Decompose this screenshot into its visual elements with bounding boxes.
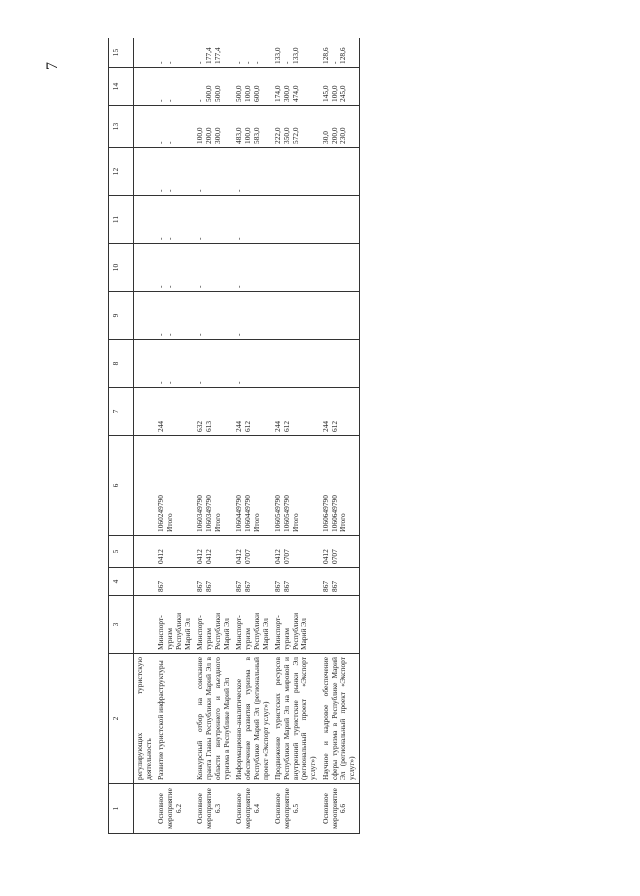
cell-c2: Научное и кадровое обеспечение сферы туризма в Республике Марий Эл (региональный проект «Экспорт услуг») — [320, 654, 359, 784]
cell-c11 — [272, 196, 320, 244]
column-number-2: 2 — [109, 654, 134, 784]
cell-c8 — [194, 340, 233, 388]
cell-c14 — [272, 68, 320, 106]
cell-c1: Основное мероприятие 6.2 — [155, 784, 194, 834]
cell-value: 867 — [234, 580, 244, 592]
cell-value: 1060349790 — [195, 495, 205, 532]
cell-value: - — [234, 237, 244, 240]
cell-value: 483,0 — [234, 127, 244, 144]
cell-c4 — [194, 568, 233, 596]
cell-c13 — [272, 106, 320, 148]
cell-value: - — [195, 99, 205, 102]
cell-c6 — [233, 436, 272, 536]
cell-value: 100,0 — [195, 127, 205, 144]
cell-value: - — [195, 189, 205, 192]
cell-value: 200,0 — [329, 127, 339, 144]
cell-value: - — [234, 189, 244, 192]
cell-c15 — [272, 38, 320, 68]
cell-value: 0412 — [234, 549, 244, 564]
cell-c8 — [155, 340, 194, 388]
cell-value: - — [165, 141, 175, 144]
table-row — [194, 38, 233, 834]
cell-c5 — [194, 536, 233, 568]
cell-c2: Продвижение туристских ресурсов Республики Марий Эл на мировой и внутренний туристские рынки Эл (региональный проект «Экспорт услуг») — [272, 654, 320, 784]
cell-value: - — [282, 61, 292, 64]
cell-value: 128,6 — [320, 47, 330, 64]
cell-value: 612 — [329, 420, 339, 432]
table-row — [233, 38, 272, 834]
cell-c2: Развитие туристской инфраструктуры — [155, 654, 194, 784]
cell-value: 1060449790 — [234, 495, 244, 532]
cell-c1: Основное мероприятие 6.5 — [272, 784, 320, 834]
cell-c3: Минспорт-туризм Республики Марий Эл — [155, 596, 194, 654]
cell-value: 474,0 — [290, 85, 300, 102]
rotated-sheet — [108, 38, 596, 834]
cell-c9 — [272, 292, 320, 340]
cell-c10 — [155, 244, 194, 292]
cell-c11 — [155, 196, 194, 244]
cell-value: 1060249790 — [156, 495, 166, 532]
cell-value: 128,6 — [338, 47, 348, 64]
cell-c12 — [194, 148, 233, 196]
cell-value: 177,4 — [204, 47, 214, 64]
cell-value: 100,0 — [329, 85, 339, 102]
cell-value: - — [195, 285, 205, 288]
cell-value: 244 — [320, 420, 330, 432]
cell-value: - — [234, 333, 244, 336]
column-number-14: 14 — [109, 68, 134, 106]
column-number-15: 15 — [109, 38, 134, 68]
cell-value: 222,0 — [273, 127, 283, 144]
cell-value: 0412 — [156, 549, 166, 564]
cell-c3: Минспорт-туризм Республики Марий Эл — [194, 596, 233, 654]
cell-value: 100,0 — [243, 85, 253, 102]
cell-c12 — [233, 148, 272, 196]
column-number-7: 7 — [109, 388, 134, 436]
column-number-6: 6 — [109, 436, 134, 536]
cell-value: 632 — [195, 420, 205, 432]
cell-value: 133,0 — [273, 47, 283, 64]
cell-c7 — [320, 388, 359, 436]
cell-value: 300,0 — [212, 127, 222, 144]
cell-c8 — [272, 340, 320, 388]
cell-value: 867 — [320, 580, 330, 592]
cell-value: - — [156, 381, 166, 384]
cell-c9 — [155, 292, 194, 340]
cell-c2: Информационно-аналитическое обеспечение развития туризма в Республике Марий Эл (региональный проект «Экспорт услуг») — [233, 654, 272, 784]
column-number-1: 1 — [109, 784, 134, 834]
page-number: 7 — [44, 62, 61, 70]
table-row — [272, 38, 320, 834]
column-number-12: 12 — [109, 148, 134, 196]
cell-c14 — [320, 68, 359, 106]
column-number-4: 4 — [109, 568, 134, 596]
cell-value: 500,0 — [234, 85, 244, 102]
cell-value: 0412 — [273, 549, 283, 564]
cell-c10 — [320, 244, 359, 292]
cell-c6 — [155, 436, 194, 536]
cell-value: Итого — [165, 513, 175, 532]
cell-c5 — [272, 536, 320, 568]
cell-c3: Минспорт-туризм Республики Марий Эл — [272, 596, 320, 654]
cell-value: 1060649790 — [320, 495, 330, 532]
cell-value: 583,0 — [251, 127, 261, 144]
column-number-9: 9 — [109, 292, 134, 340]
cell-value: 0412 — [320, 549, 330, 564]
column-number-11: 11 — [109, 196, 134, 244]
column-number-3: 3 — [109, 596, 134, 654]
cell-c2: Конкурсный отбор на соискание гранта Главы Республики Марий Эл в области внутреннего и въездного туризма в Республике Марий Эл — [194, 654, 233, 784]
cell-c8 — [320, 340, 359, 388]
cell-value: 1060549790 — [273, 495, 283, 532]
cell-value: 612 — [243, 420, 253, 432]
cell-value: 613 — [204, 420, 214, 432]
cell-value: - — [156, 189, 166, 192]
cell-value: 1060549790 — [282, 495, 292, 532]
cell-value: 867 — [273, 580, 283, 592]
cell-value: 867 — [195, 580, 205, 592]
cell-value: 200,0 — [204, 127, 214, 144]
cell-value: - — [165, 237, 175, 240]
cell-value: 600,0 — [251, 85, 261, 102]
column-number-5: 5 — [109, 536, 134, 568]
cell-value: 0707 — [243, 549, 253, 564]
cell-c1: Основное мероприятие 6.3 — [194, 784, 233, 834]
rotated-table-container — [108, 38, 596, 834]
cell-value: - — [165, 333, 175, 336]
table-header — [109, 38, 134, 834]
cell-c10 — [194, 244, 233, 292]
budget-table — [108, 38, 360, 834]
cell-value: - — [165, 61, 175, 64]
cell-value: - — [234, 381, 244, 384]
cell-value: 1060349790 — [204, 495, 214, 532]
cell-c4 — [233, 568, 272, 596]
cell-c9 — [320, 292, 359, 340]
cell-c6 — [194, 436, 233, 536]
cell-c4 — [272, 568, 320, 596]
cell-value: - — [165, 99, 175, 102]
cell-c7 — [194, 388, 233, 436]
cell-value: - — [234, 285, 244, 288]
table-row — [155, 38, 194, 834]
cell-value: 1060649790 — [329, 495, 339, 532]
cell-value: - — [195, 237, 205, 240]
cell-c12 — [155, 148, 194, 196]
cell-value: - — [243, 61, 253, 64]
cell-value: - — [234, 61, 244, 64]
cell-value: 244 — [156, 420, 166, 432]
column-number-10: 10 — [109, 244, 134, 292]
cell-c6 — [272, 436, 320, 536]
cell-value: 300,0 — [282, 85, 292, 102]
cell-c3 — [320, 596, 359, 654]
cell-c7 — [155, 388, 194, 436]
cell-c12 — [320, 148, 359, 196]
cell-value: 350,0 — [282, 127, 292, 144]
cell-value: 0707 — [329, 549, 339, 564]
cell-value: Итого — [290, 513, 300, 532]
cell-value: 867 — [329, 580, 339, 592]
cell-c11 — [233, 196, 272, 244]
cell-value: 30,0 — [320, 131, 330, 144]
cell-c10 — [272, 244, 320, 292]
cell-value: - — [195, 61, 205, 64]
cell-c15 — [233, 38, 272, 68]
continuation-row — [134, 38, 156, 834]
cell-value: 244 — [273, 420, 283, 432]
cell-value: 867 — [156, 580, 166, 592]
cell-value: - — [156, 285, 166, 288]
cell-c14 — [233, 68, 272, 106]
cell-c6 — [320, 436, 359, 536]
cell-value: - — [156, 61, 166, 64]
cell-c15 — [194, 38, 233, 68]
cell-value: - — [165, 285, 175, 288]
cell-value: 1060449790 — [243, 495, 253, 532]
cell-c13 — [320, 106, 359, 148]
cell-c1: Основное мероприятие 6.4 — [233, 784, 272, 834]
cell-value: 500,0 — [212, 85, 222, 102]
cell-value: - — [195, 333, 205, 336]
cell-value: - — [165, 189, 175, 192]
cell-c3: Минспорт-туризм Республики Марий Эл — [233, 596, 272, 654]
cell-c13 — [233, 106, 272, 148]
cell-value: 0707 — [282, 549, 292, 564]
column-number-8: 8 — [109, 340, 134, 388]
cell-value: - — [156, 237, 166, 240]
cell-c10 — [233, 244, 272, 292]
cell-c9 — [194, 292, 233, 340]
cell-c11 — [320, 196, 359, 244]
table-body — [134, 38, 360, 834]
column-number-13: 13 — [109, 106, 134, 148]
cell-value: 0412 — [195, 549, 205, 564]
cell-c7 — [233, 388, 272, 436]
cell-value: 244 — [234, 420, 244, 432]
cell-c13 — [155, 106, 194, 148]
cell-value: - — [251, 61, 261, 64]
cell-value: 572,0 — [290, 127, 300, 144]
cell-c7 — [272, 388, 320, 436]
cell-c5 — [320, 536, 359, 568]
cell-c4 — [155, 568, 194, 596]
cell-value: 500,0 — [204, 85, 214, 102]
cell-value: 177,4 — [212, 47, 222, 64]
cell-c5 — [233, 536, 272, 568]
cell-value: Итого — [212, 513, 222, 532]
cell-c4 — [320, 568, 359, 596]
cell-value: 145,0 — [320, 85, 330, 102]
cell-value: 133,0 — [290, 47, 300, 64]
continuation-text: регулирующих туристскую деятельность — [134, 654, 156, 784]
cell-value: 867 — [204, 580, 214, 592]
cell-value: - — [156, 333, 166, 336]
cell-c8 — [233, 340, 272, 388]
cell-value: 867 — [282, 580, 292, 592]
cell-value: 230,0 — [338, 127, 348, 144]
cell-value: - — [156, 141, 166, 144]
cell-c11 — [194, 196, 233, 244]
cell-value: 174,0 — [273, 85, 283, 102]
cell-value: - — [156, 99, 166, 102]
cell-c1: Основное мероприятие 6.6 — [320, 784, 359, 834]
cell-c5 — [155, 536, 194, 568]
cell-c12 — [272, 148, 320, 196]
cell-value: Итого — [338, 513, 348, 532]
cell-value: - — [329, 61, 339, 64]
cell-value: 245,0 — [338, 85, 348, 102]
cell-c15 — [320, 38, 359, 68]
cell-value: Итого — [251, 513, 261, 532]
cell-value: 867 — [243, 580, 253, 592]
cell-c13 — [194, 106, 233, 148]
cell-value: - — [165, 381, 175, 384]
cell-c9 — [233, 292, 272, 340]
cell-c14 — [155, 68, 194, 106]
table-row — [320, 38, 359, 834]
cell-value: - — [195, 381, 205, 384]
cell-value: 100,0 — [243, 127, 253, 144]
cell-c15 — [155, 38, 194, 68]
cell-c14 — [194, 68, 233, 106]
cell-value: 0412 — [204, 549, 214, 564]
cell-value: 612 — [282, 420, 292, 432]
